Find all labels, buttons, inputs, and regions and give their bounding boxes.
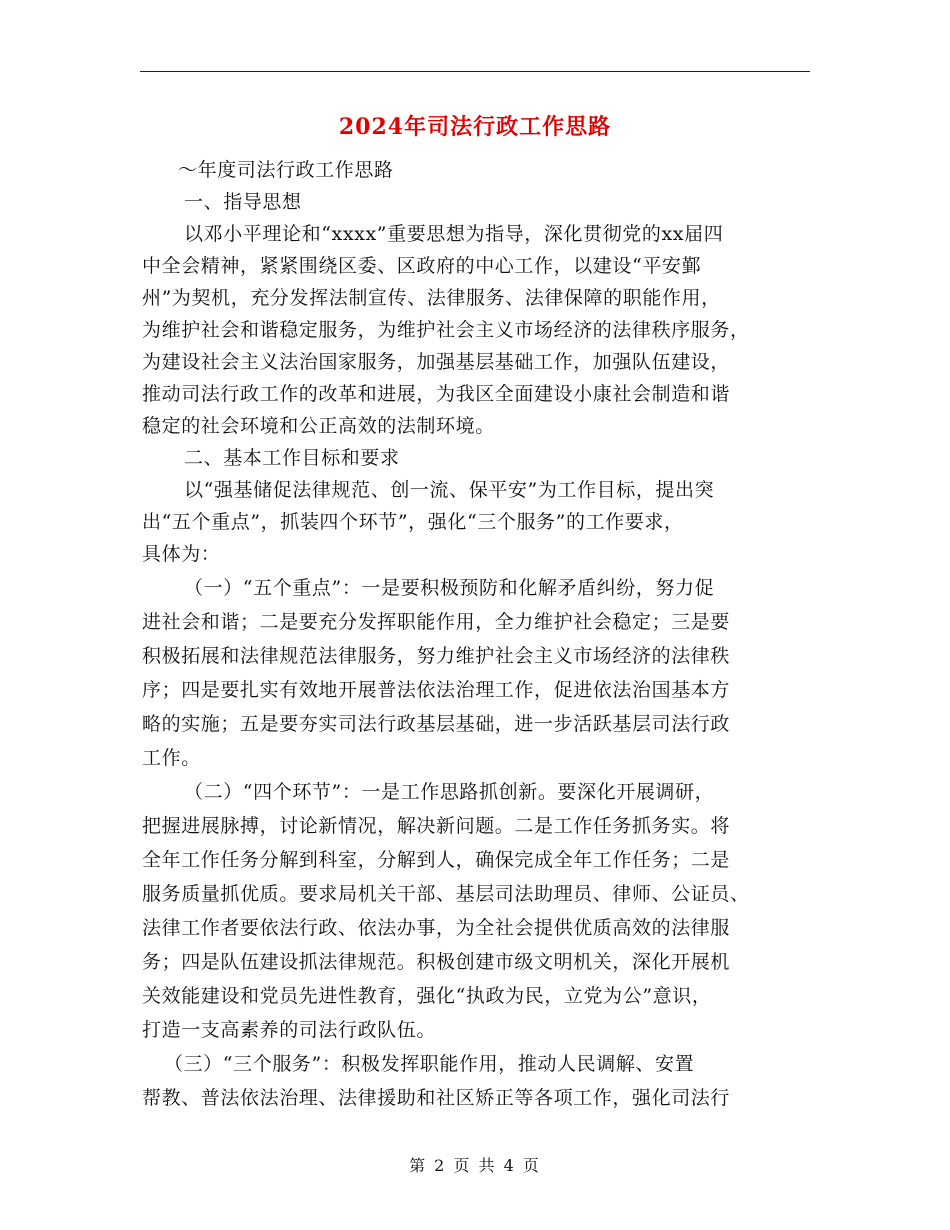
text-line: 为维护社会和谐稳定服务，为维护社会主义市场经济的法律秩序服务，: [142, 319, 750, 341]
text-line: 略的实施；五是要夯实司法行政基层基础，进一步活跃基层司法行政: [142, 713, 731, 735]
text-line: 积极拓展和法律规范法律服务，努力维护社会主义市场经济的法律秩: [142, 645, 731, 667]
text-line: 进社会和谐；二是要充分发挥职能作用，全力维护社会稳定；三是要: [142, 611, 731, 633]
text-line: 务；四是队伍建设抓法律规范。积极创建市级文明机关，深化开展机: [142, 951, 731, 973]
document-title: 2024年司法行政工作思路: [338, 114, 612, 140]
section-heading-2: 二、基本工作目标和要求: [184, 447, 400, 469]
text-line: 帮教、普法依法治理、法律援助和社区矫正等各项工作，强化司法行: [142, 1087, 731, 1109]
page-footer: 第 2 页 共 4 页: [409, 1156, 541, 1175]
text-line: （三）“三个服务”：积极发挥职能作用，推动人民调解、安置: [164, 1053, 695, 1075]
text-line: 全年工作任务分解到科室，分解到人，确保完成全年工作任务；二是: [142, 849, 731, 871]
text-line: 序；四是要扎实有效地开展普法依法治理工作，促进依法治国基本方: [142, 679, 731, 701]
text-line: 出“五个重点”，抓装四个环节”，强化“三个服务”的工作要求，: [142, 511, 684, 533]
text-line: 具体为：: [142, 543, 221, 565]
text-line: 工作。: [142, 747, 201, 769]
text-line: 打造一支高素养的司法行政队伍。: [142, 1019, 437, 1041]
text-line: 推动司法行政工作的改革和进展，为我区全面建设小康社会制造和谐: [142, 383, 731, 405]
text-line: 法律工作者要依法行政、依法办事，为全社会提供优质高效的法律服: [142, 917, 731, 939]
text-line: 关效能建设和党员先进性教育，强化“执政为民，立党为公”意识，: [142, 985, 712, 1007]
text-line: 以“强基储促法律规范、创一流、保平安”为工作目标，提出突: [184, 479, 715, 501]
header-rule: [140, 71, 810, 72]
text-line: ～年度司法行政工作思路: [178, 159, 394, 181]
text-line: 服务质量抓优质。要求局机关干部、基层司法助理员、律师、公证员、: [142, 883, 750, 905]
text-line: （二）“四个环节”：一是工作思路抓创新。要深化开展调研，: [184, 781, 715, 803]
text-line: 为建设社会主义法治国家服务，加强基层基础工作，加强队伍建设，: [142, 351, 731, 373]
text-line: 把握进展脉搏，讨论新情况，解决新问题。二是工作任务抓务实。将: [142, 815, 731, 837]
section-heading-1: 一、指导思想: [184, 191, 302, 213]
text-line: 稳定的社会环境和公正高效的法制环境。: [142, 415, 495, 437]
text-line: 中全会精神，紧紧围绕区委、区政府的中心工作，以建设“平安鄞: [142, 255, 702, 277]
text-line: （一）“五个重点”：一是要积极预防和化解矛盾纠纷，努力促: [184, 577, 715, 599]
text-line: 州”为契机，充分发挥法制宣传、法律服务、法律保障的职能作用，: [142, 287, 721, 309]
text-line: 以邓小平理论和“xxxx”重要思想为指导，深化贯彻党的xx届四: [184, 223, 724, 245]
